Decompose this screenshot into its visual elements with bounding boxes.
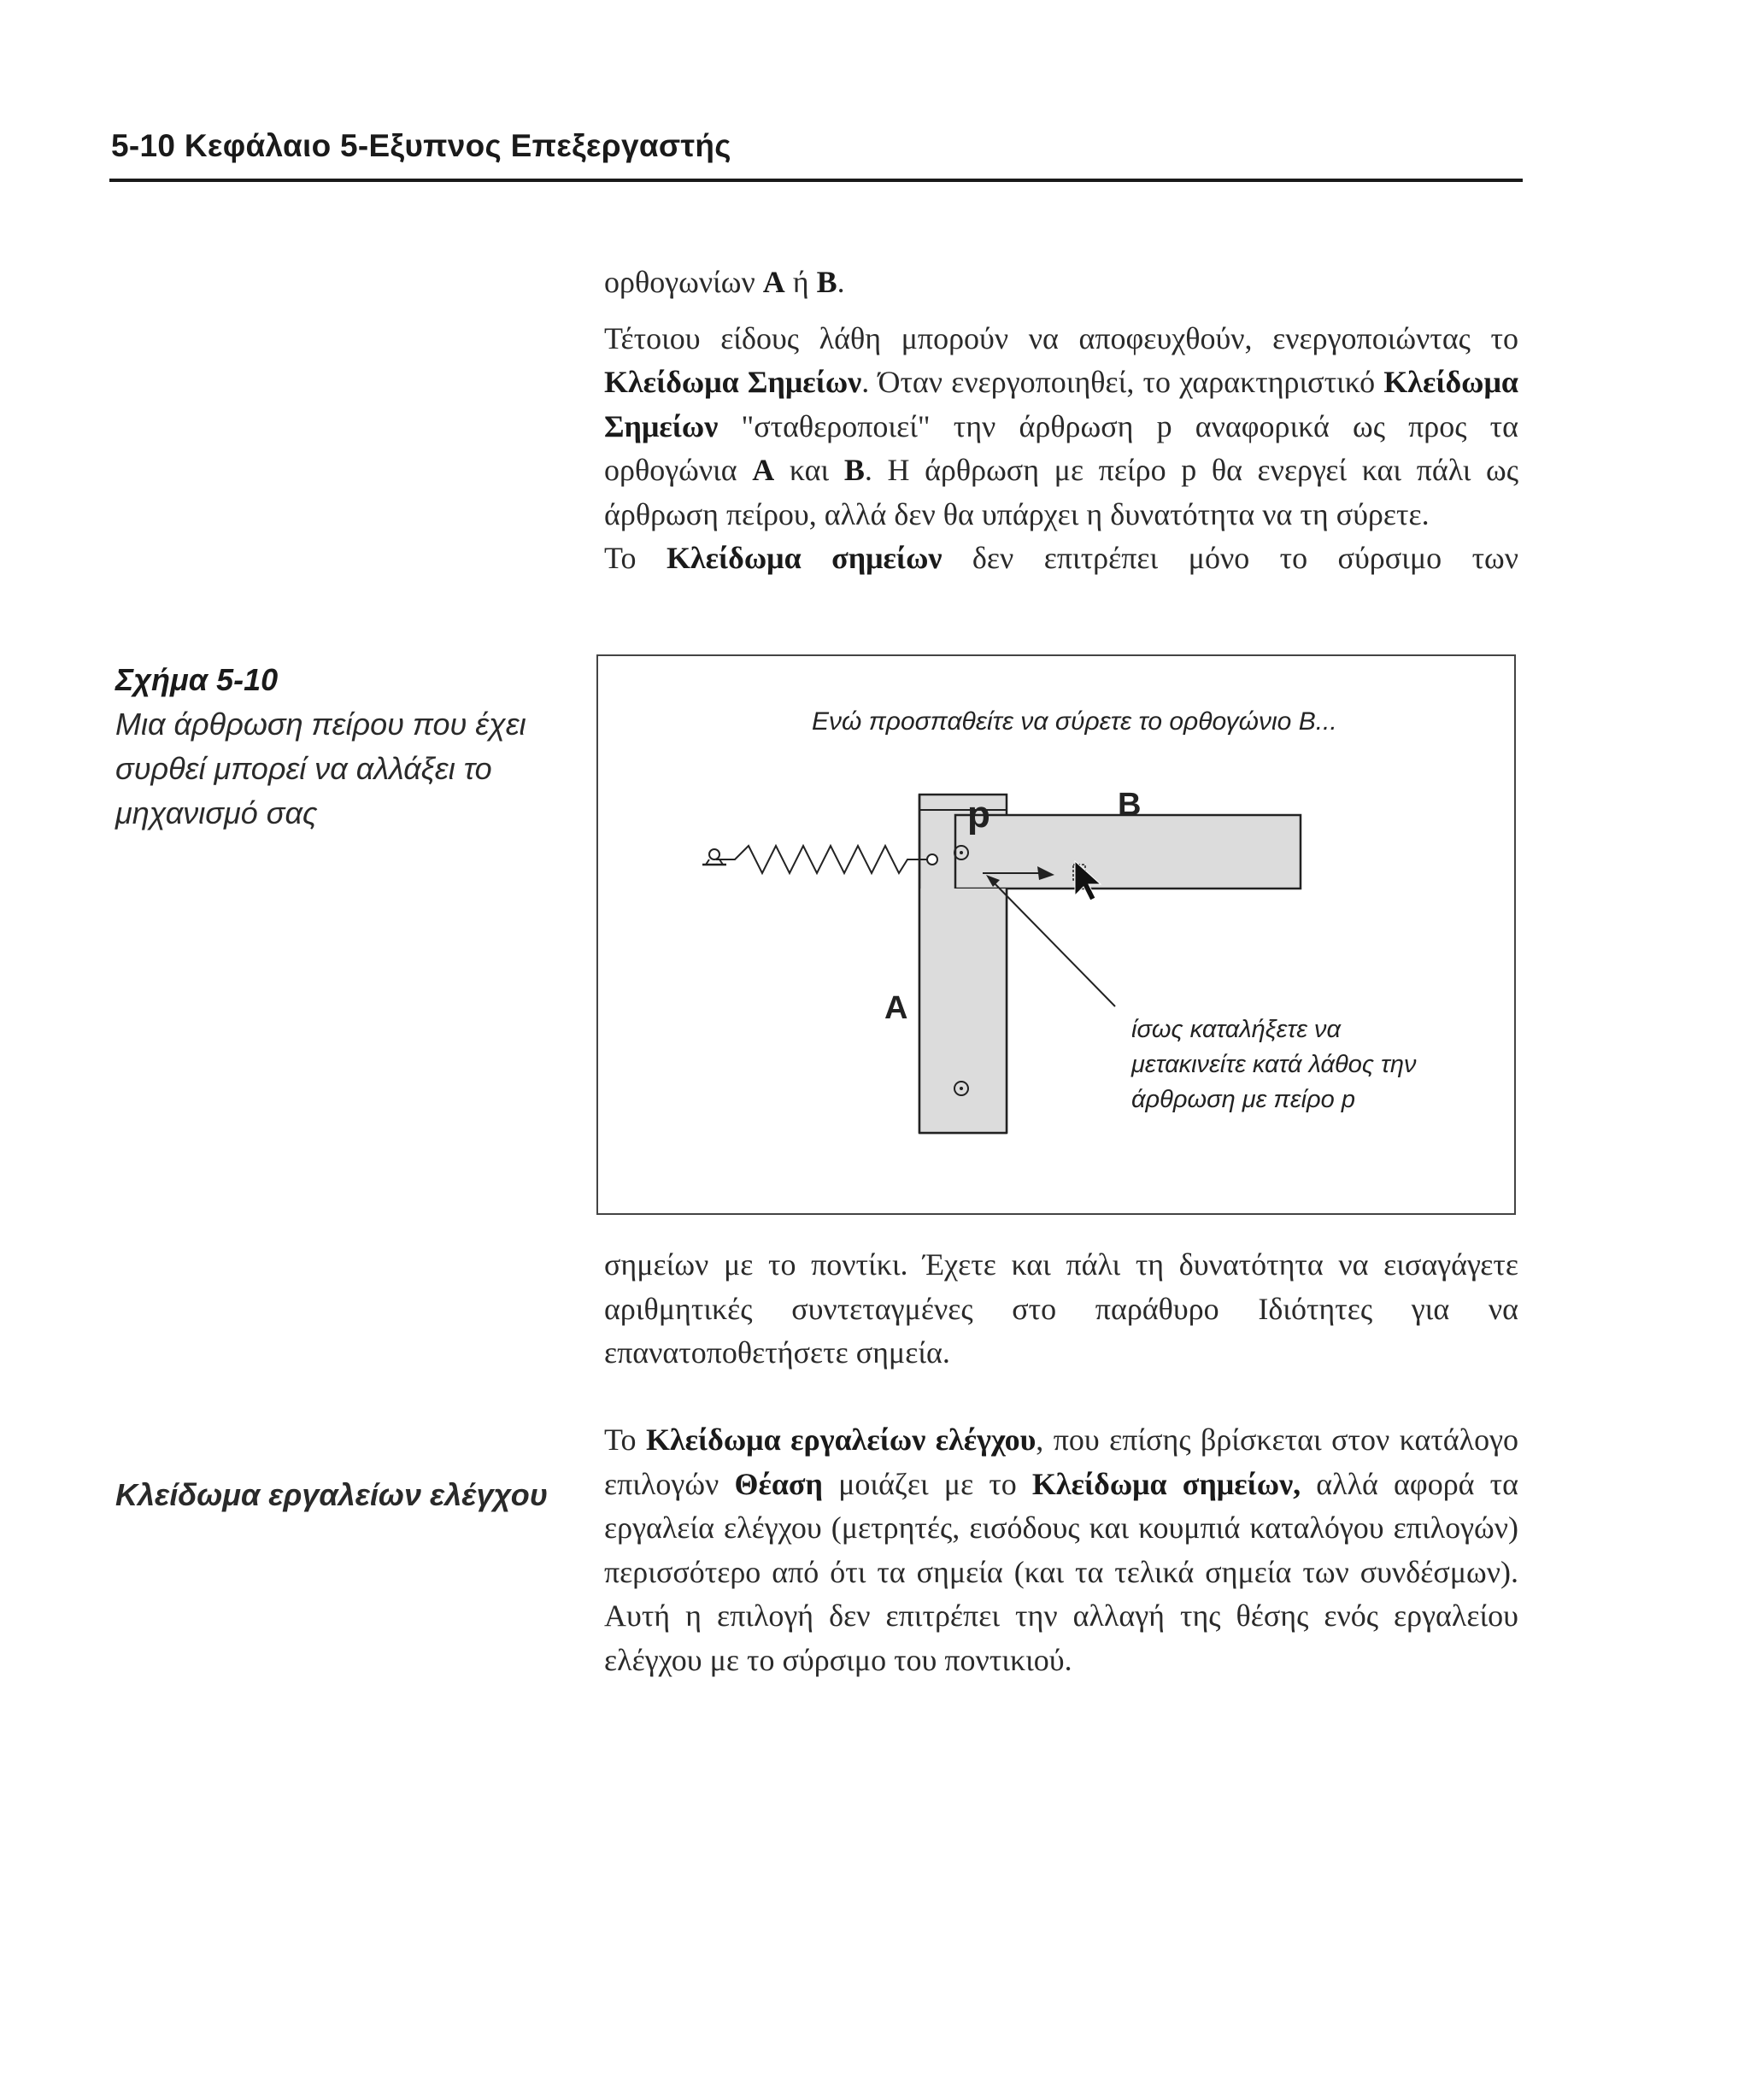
figure-note-line: μετακινείτε κατά λάθος την — [1131, 1051, 1417, 1078]
figure-caption-line: μηχανισμό σας — [115, 795, 318, 830]
figure-caption-line: Μια άρθρωση πείρου που έχει — [115, 707, 526, 742]
body-text-top — [604, 261, 1518, 581]
label-b: B — [1118, 787, 1142, 823]
spring-icon — [716, 846, 927, 873]
body-text-middle — [604, 1243, 1518, 1376]
figure-drawing — [598, 656, 1518, 1217]
figure-caption — [115, 658, 577, 836]
body-text-bottom — [604, 1418, 1518, 1682]
rectangle-b — [955, 815, 1301, 889]
label-a: A — [884, 990, 908, 1026]
paragraph-2: Τέτοιου είδους λάθη μπορούν να αποφευχθούν, ενεργοποιώντας το Κλείδωμα Σημείων. Όταν ενεργοποιηθεί, το χαρακτηριστικό Κλείδωμα Σημείων "σταθεροποιεί" την άρθρωση p αναφορικά ως προς τα ορθογώνια A και B. Η άρθρωση με πείρο p θα ενεργεί και πάλι ως άρθρωση πείρου, αλλά δεν θα υπάρχει η δυνατότητα να τη σύρετε. — [604, 320, 1519, 531]
rectangle-a-fill — [919, 889, 1007, 1133]
paragraph-1: ορθογωνίων A ή B. — [604, 265, 845, 299]
figure-5-10 — [596, 654, 1516, 1215]
pin-joint-icon — [927, 854, 937, 865]
paragraph-4: σημείων με το ποντίκι. Έχετε και πάλι τη δυνατότητα να εισαγάγετε αριθμητικές συντεταγμένες στο παράθυρο Ιδιότητες για να επανατοποθετήσετε σημεία. — [604, 1247, 1518, 1370]
figure-note-line: ίσως καταλήξετε να — [1131, 1016, 1342, 1043]
ground-anchor-icon — [702, 849, 726, 865]
side-heading: Κλείδωμα εργαλείων ελέγχου — [115, 1477, 549, 1512]
paragraph-3: Το Κλείδωμα σημείων δεν επιτρέπει μόνο το σύρσιμο των — [604, 541, 1519, 575]
paragraph-5: Το Κλείδωμα εργαλείων ελέγχου, που επίσης βρίσκεται στον κατάλογο επιλογών Θέαση μοιάζει με το Κλείδωμα σημείων, αλλά αφορά τα εργαλεία ελέγχου (μετρητές, εισόδους και κουμπιά καταλόγου επιλογών) περισσότερο από ότι τα σημεία (και τα τελικά σημεία των συνδέσμων). Αυτή η επιλογή δεν επιτρέπει την αλλαγή της θέσης ενός εργαλείου ελέγχου με το σύρσιμο του ποντικιού. — [604, 1422, 1519, 1677]
figure-note-line: άρθρωση με πείρο p — [1131, 1086, 1355, 1113]
figure-caption-title: Σχήμα 5-10 — [115, 662, 279, 697]
figure-caption-line: συρθεί μπορεί να αλλάξει το — [115, 751, 492, 786]
figure-top-note: Ενώ προσπαθείτε να σύρετε το ορθογώνιο B... — [812, 707, 1337, 736]
header-rule — [109, 179, 1523, 182]
label-p: p — [967, 794, 990, 836]
page-header: 5-10 Κεφάλαιο 5-Εξυπνος Επεξεργαστής — [111, 128, 731, 163]
